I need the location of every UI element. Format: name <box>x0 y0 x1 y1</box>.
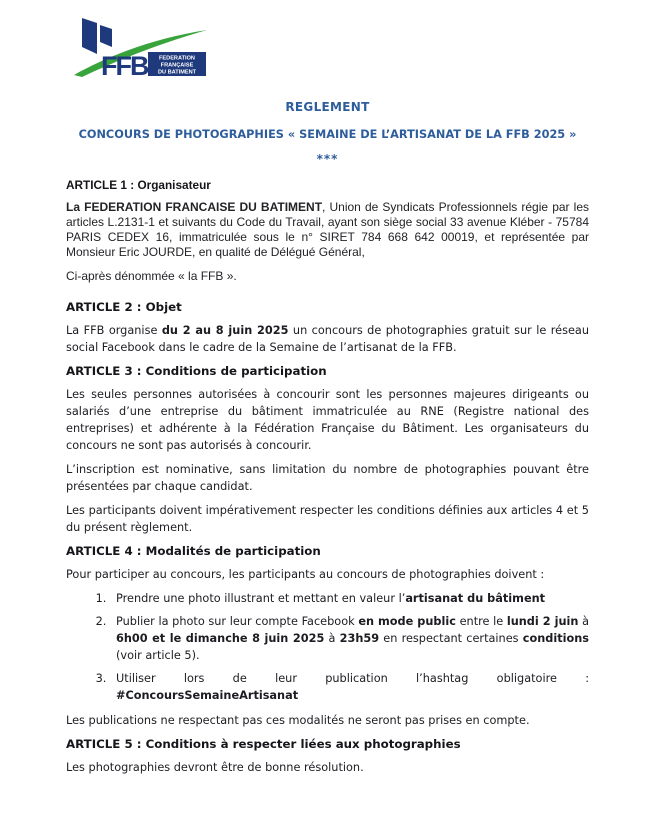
article-5-paragraph-1: Les photographies devront être de bonne résolution. <box>66 761 364 774</box>
participation-step-1: 1. Prendre une photo illustrant et mettant en valeur l’artisanat du bâtiment <box>110 590 589 607</box>
article-3-paragraph-3: Les participants doivent impérativement respecter les conditions définies aux articles 4 et 5 du présent règlement. <box>66 504 589 534</box>
article-4-intro: Pour participer au concours, les participants au concours de photographies doivent : <box>66 568 545 581</box>
document-subtitle: CONCOURS DE PHOTOGRAPHIES « SEMAINE DE L’ARTISANAT DE LA FFB 2025 » <box>78 128 577 141</box>
article-1-paragraph-2: Ci-après dénommée « la FFB ». <box>66 269 237 283</box>
ffb-logo-graphic <box>74 14 214 78</box>
article-5-heading: ARTICLE 5 : Conditions à respecter liées aux photographies <box>66 737 461 751</box>
participation-steps-list <box>66 590 589 704</box>
article-1-heading: ARTICLE 1 : Organisateur <box>66 178 211 192</box>
title-separator: *** <box>316 152 339 166</box>
ffb-logo <box>74 14 589 78</box>
article-2-paragraph-1: La FFB organise du 2 au 8 juin 2025 un concours de photographies gratuit sur le réseau social Facebook dans le cadre de la Semaine de l’artisanat de la FFB. <box>66 324 590 354</box>
article-4-outro: Les publications ne respectant pas ces modalités ne seront pas prises en compte. <box>66 714 530 727</box>
article-1-paragraph-1: La FEDERATION FRANCAISE DU BATIMENT, Union de Syndicats Professionnels régie par les articles L.2131-1 et suivants du Code du Travail, ayant son siège social 33 avenue Kléber - 75784 PARIS CEDEX 16, immatriculée sous le n° SIRET 784 668 642 00019, et représentée par Monsieur Eric JOURDE, en qualité de Délégué Général, <box>66 200 589 259</box>
article-1 <box>66 178 589 284</box>
logo-caption-box <box>148 52 206 76</box>
article-2-heading: ARTICLE 2 : Objet <box>66 300 182 314</box>
participation-step-3: 3. Utiliser lors de leur publication l’hashtag obligatoire : #ConcoursSemaineArtisanat <box>110 670 589 704</box>
article-2 <box>66 300 589 356</box>
participation-step-2: 2. Publier la photo sur leur compte Facebook en mode public entre le lundi 2 juin à 6h00 et le dimanche 8 juin 2025 à 23h59 en respectant certaines conditions (voir article 5). <box>110 613 589 664</box>
logo-caption-line1: FEDERATION <box>159 55 195 62</box>
article-5 <box>66 737 589 776</box>
logo-brand-text: FFB <box>101 51 148 78</box>
logo-caption-line2: FRANÇAISE <box>160 62 194 69</box>
logo-buildings-icon <box>82 18 112 54</box>
article-3-paragraph-2: L’inscription est nominative, sans limitation du nombre de photographies pouvant être présentées par chaque candidat. <box>66 463 589 493</box>
article-3-paragraph-1: Les seules personnes autorisées à concourir sont les personnes majeures dirigeants ou salariés d’une entreprise du bâtiment immatriculée au RNE (Registre national des entreprises) et adhérente à la Fédération Française du Bâtiment. Les organisateurs du concours ne sont pas autorisés à concourir. <box>66 388 589 452</box>
article-3 <box>66 364 589 536</box>
document-title: REGLEMENT <box>285 100 370 114</box>
article-4-heading: ARTICLE 4 : Modalités de participation <box>66 544 321 558</box>
article-4 <box>66 544 589 729</box>
article-3-heading: ARTICLE 3 : Conditions de participation <box>66 364 327 378</box>
logo-caption-line3: DU BATIMENT <box>157 69 197 76</box>
